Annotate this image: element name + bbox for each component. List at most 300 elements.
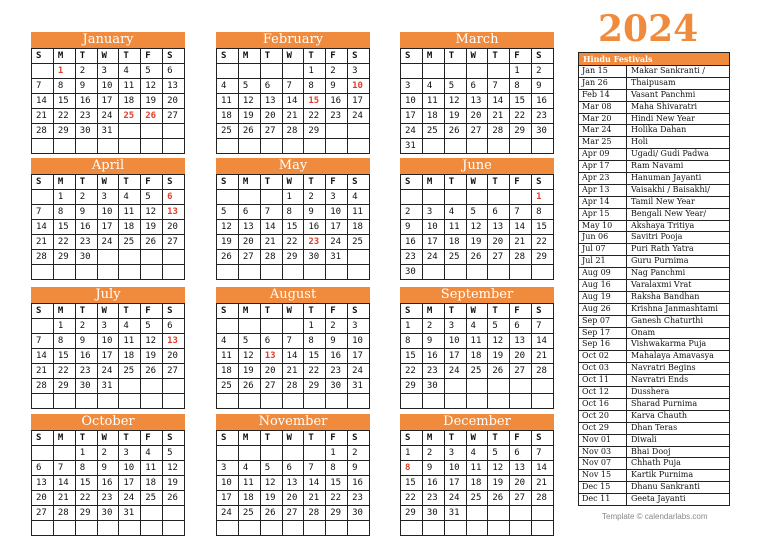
week-row: [401, 220, 554, 235]
day-cell: [75, 394, 97, 409]
day-cell: 27: [488, 250, 510, 265]
festival-name: Dusshera: [631, 387, 670, 397]
weekday-label: W: [282, 49, 304, 64]
day-cell: 19: [163, 476, 185, 491]
day-cell: 2: [532, 64, 554, 79]
festival-row: [579, 446, 729, 458]
day-cell: 15: [401, 476, 423, 491]
festival-name: Savitri Pooja: [631, 232, 683, 242]
day-cell: 4: [119, 190, 141, 205]
festival-row: [579, 196, 729, 208]
weekday-label: T: [304, 49, 326, 64]
weekday-label: S: [217, 49, 239, 64]
weekday-label: W: [97, 431, 119, 446]
day-cell: [260, 521, 282, 536]
day-cell: [238, 139, 260, 154]
day-cell: 28: [282, 124, 304, 139]
week-row: [217, 394, 370, 409]
day-cell: 18: [119, 349, 141, 364]
festival-name: Diwali: [631, 434, 657, 444]
festival-name: Akshaya Tritiya: [631, 220, 695, 230]
festival-row: [579, 77, 729, 89]
day-cell: 17: [444, 349, 466, 364]
day-cell: 10: [348, 334, 370, 349]
day-cell: 22: [75, 491, 97, 506]
day-cell: 26: [466, 250, 488, 265]
festival-name: Makar Sankranti /: [631, 66, 705, 75]
weekday-label: T: [75, 175, 97, 190]
day-cell: 8: [53, 334, 75, 349]
festival-row: [579, 172, 729, 184]
day-cell: 29: [326, 506, 348, 521]
day-cell: 18: [444, 235, 466, 250]
day-cell: [422, 521, 444, 536]
month-title: September: [400, 287, 554, 303]
day-cell: [119, 265, 141, 280]
day-cell: 20: [510, 349, 532, 364]
day-cell: 25: [217, 379, 239, 394]
day-cell: 13: [510, 461, 532, 476]
day-cell: 12: [488, 461, 510, 476]
weekday-label: T: [260, 304, 282, 319]
week-row: [217, 250, 370, 265]
festival-date: Mar 20: [579, 114, 627, 125]
festival-name: Mahalaya Amavasya: [631, 351, 714, 361]
day-cell: 8: [532, 205, 554, 220]
day-cell: 27: [282, 506, 304, 521]
day-cell: [488, 506, 510, 521]
day-cell: 25: [238, 506, 260, 521]
festival-name: Holika Dahan: [631, 125, 687, 135]
weekday-label: S: [401, 304, 423, 319]
day-cell: 7: [532, 319, 554, 334]
day-cell: 16: [348, 476, 370, 491]
day-cell: 16: [97, 476, 119, 491]
day-cell: [163, 521, 185, 536]
day-cell: [32, 190, 54, 205]
weekday-label: W: [282, 431, 304, 446]
day-cell: 1: [53, 64, 75, 79]
day-cell: 8: [304, 334, 326, 349]
week-row: [401, 364, 554, 379]
festival-date: Jul 07: [579, 244, 627, 255]
day-cell: [53, 265, 75, 280]
week-row: [401, 250, 554, 265]
month-table: [31, 430, 185, 536]
day-cell: [401, 64, 423, 79]
day-cell: [422, 265, 444, 280]
day-cell: [238, 446, 260, 461]
day-cell: [32, 319, 54, 334]
day-cell: [282, 521, 304, 536]
day-cell: 12: [141, 79, 163, 94]
day-cell: 3: [97, 64, 119, 79]
week-row: [32, 461, 185, 476]
weekday-label: F: [510, 431, 532, 446]
day-cell: [53, 394, 75, 409]
month-table: [31, 174, 185, 280]
day-cell: [97, 139, 119, 154]
day-cell: [217, 319, 239, 334]
day-cell: 20: [260, 364, 282, 379]
day-cell: [444, 190, 466, 205]
festival-name: Navratri Begins: [631, 363, 696, 373]
day-cell: 25: [348, 235, 370, 250]
day-cell: 27: [32, 506, 54, 521]
weekday-row: [401, 49, 554, 64]
day-cell: [488, 265, 510, 280]
day-cell: 31: [401, 139, 423, 154]
day-cell: 14: [260, 220, 282, 235]
festival-date: Oct 20: [579, 411, 627, 422]
week-row: [217, 220, 370, 235]
day-cell: 9: [401, 220, 423, 235]
day-cell: 5: [260, 461, 282, 476]
day-cell: 3: [97, 319, 119, 334]
week-row: [217, 94, 370, 109]
day-cell: 4: [141, 446, 163, 461]
day-cell: 8: [282, 205, 304, 220]
day-cell: 5: [163, 446, 185, 461]
weekday-label: T: [444, 304, 466, 319]
day-cell: 22: [304, 364, 326, 379]
day-cell: [444, 265, 466, 280]
day-cell: 1: [304, 64, 326, 79]
day-cell: 14: [532, 461, 554, 476]
festival-name: Karva Chauth: [631, 410, 687, 420]
week-row: [32, 205, 185, 220]
day-cell: [348, 250, 370, 265]
day-cell: 30: [422, 506, 444, 521]
day-cell: 22: [326, 491, 348, 506]
week-row: [32, 491, 185, 506]
day-cell: 20: [466, 109, 488, 124]
day-cell: 21: [510, 235, 532, 250]
day-cell: 6: [163, 64, 185, 79]
day-cell: [466, 379, 488, 394]
festival-name: Navratri Ends: [631, 375, 689, 385]
day-cell: [422, 139, 444, 154]
month-table: [400, 48, 554, 154]
festival-row: [579, 457, 729, 469]
day-cell: [141, 379, 163, 394]
month-title: November: [216, 414, 370, 430]
day-cell: [304, 139, 326, 154]
weekday-label: M: [53, 304, 75, 319]
day-cell: 22: [532, 235, 554, 250]
weekday-label: M: [53, 431, 75, 446]
festival-date: May 10: [579, 221, 627, 232]
weekday-row: [32, 49, 185, 64]
month-table: [216, 174, 370, 280]
festival-date: Mar 24: [579, 125, 627, 136]
day-cell: 12: [444, 94, 466, 109]
day-cell: 17: [97, 94, 119, 109]
day-cell: 31: [97, 379, 119, 394]
day-cell: 31: [348, 379, 370, 394]
festival-row: [579, 410, 729, 422]
day-cell: 27: [510, 364, 532, 379]
weekday-row: [401, 431, 554, 446]
festival-date: Nov 01: [579, 435, 627, 446]
day-cell: [260, 64, 282, 79]
day-cell: 30: [97, 506, 119, 521]
day-cell: [488, 190, 510, 205]
day-cell: [75, 265, 97, 280]
week-row: [217, 491, 370, 506]
day-cell: [141, 521, 163, 536]
festival-row: [579, 279, 729, 291]
day-cell: 3: [326, 190, 348, 205]
day-cell: 15: [304, 349, 326, 364]
festival-row: [579, 208, 729, 220]
day-cell: 18: [217, 109, 239, 124]
festival-name: Krishna Janmashtami: [631, 303, 718, 313]
month-title: August: [216, 287, 370, 303]
festival-name: Chhath Puja: [631, 458, 681, 468]
day-cell: [401, 521, 423, 536]
week-row: [32, 109, 185, 124]
day-cell: 3: [217, 461, 239, 476]
day-cell: 17: [119, 476, 141, 491]
day-cell: 22: [53, 235, 75, 250]
weekday-label: F: [326, 175, 348, 190]
week-row: [217, 190, 370, 205]
festival-name: Thaipusam: [631, 77, 676, 87]
day-cell: 13: [510, 334, 532, 349]
day-cell: [466, 394, 488, 409]
day-cell: [163, 379, 185, 394]
festival-row: [579, 136, 729, 148]
weekday-label: S: [163, 431, 185, 446]
day-cell: 25: [466, 491, 488, 506]
day-cell: 26: [488, 364, 510, 379]
day-cell: 8: [53, 205, 75, 220]
festival-name: Hindi New Year: [631, 113, 695, 123]
day-cell: 26: [141, 109, 163, 124]
day-cell: 9: [97, 461, 119, 476]
week-row: [401, 521, 554, 536]
day-cell: 24: [348, 364, 370, 379]
day-cell: 18: [119, 94, 141, 109]
day-cell: 21: [32, 364, 54, 379]
weekday-label: F: [141, 49, 163, 64]
festival-name: Vaisakhi / Baisakhi/: [631, 184, 710, 194]
festival-name: Bengali New Year/: [631, 208, 707, 218]
day-cell: 12: [141, 334, 163, 349]
weekday-label: T: [260, 431, 282, 446]
day-cell: 21: [53, 491, 75, 506]
festival-row: [579, 184, 729, 196]
day-cell: 23: [304, 235, 326, 250]
weekday-label: S: [163, 49, 185, 64]
day-cell: 3: [97, 190, 119, 205]
day-cell: [238, 521, 260, 536]
day-cell: 7: [510, 205, 532, 220]
day-cell: [326, 521, 348, 536]
day-cell: 20: [510, 476, 532, 491]
day-cell: 24: [97, 109, 119, 124]
day-cell: 22: [304, 109, 326, 124]
day-cell: 26: [163, 491, 185, 506]
weekday-label: S: [348, 304, 370, 319]
day-cell: 27: [466, 124, 488, 139]
weekday-label: S: [217, 175, 239, 190]
festival-name: Kartik Purnima: [631, 470, 694, 480]
day-cell: 15: [53, 349, 75, 364]
day-cell: [488, 139, 510, 154]
day-cell: [141, 265, 163, 280]
day-cell: 15: [401, 349, 423, 364]
week-row: [401, 476, 554, 491]
festival-date: Aug 19: [579, 292, 627, 303]
day-cell: [119, 139, 141, 154]
day-cell: [510, 139, 532, 154]
day-cell: 30: [326, 379, 348, 394]
day-cell: 24: [97, 235, 119, 250]
month-title: July: [31, 287, 185, 303]
weekday-label: F: [141, 304, 163, 319]
day-cell: [510, 379, 532, 394]
weekday-label: S: [32, 175, 54, 190]
month-april: [31, 158, 185, 280]
day-cell: [510, 394, 532, 409]
day-cell: 23: [75, 235, 97, 250]
day-cell: 1: [282, 190, 304, 205]
day-cell: 24: [401, 124, 423, 139]
day-cell: 6: [260, 334, 282, 349]
day-cell: 3: [348, 64, 370, 79]
week-row: [401, 205, 554, 220]
week-row: [401, 506, 554, 521]
day-cell: [119, 379, 141, 394]
day-cell: 2: [326, 319, 348, 334]
day-cell: 11: [119, 334, 141, 349]
festival-name: Guru Purnima: [631, 256, 689, 266]
day-cell: 11: [422, 94, 444, 109]
day-cell: 1: [304, 319, 326, 334]
day-cell: 12: [141, 205, 163, 220]
week-row: [217, 235, 370, 250]
weekday-label: T: [260, 175, 282, 190]
day-cell: 11: [119, 205, 141, 220]
day-cell: 7: [488, 79, 510, 94]
festival-row: [579, 113, 729, 125]
day-cell: 3: [444, 446, 466, 461]
day-cell: 2: [422, 319, 444, 334]
day-cell: 11: [466, 334, 488, 349]
day-cell: 29: [304, 124, 326, 139]
day-cell: 16: [326, 349, 348, 364]
day-cell: [260, 394, 282, 409]
day-cell: 14: [32, 220, 54, 235]
day-cell: 5: [466, 205, 488, 220]
day-cell: 28: [282, 379, 304, 394]
day-cell: [217, 190, 239, 205]
day-cell: [422, 64, 444, 79]
day-cell: 17: [217, 491, 239, 506]
weekday-label: M: [238, 304, 260, 319]
day-cell: [163, 506, 185, 521]
credit-text: Template © calendarlabs.com: [602, 512, 708, 521]
day-cell: 5: [141, 190, 163, 205]
day-cell: 15: [304, 94, 326, 109]
day-cell: 11: [217, 94, 239, 109]
festival-name: Raksha Bandhan: [631, 291, 700, 301]
day-cell: 1: [532, 190, 554, 205]
day-cell: 9: [422, 334, 444, 349]
day-cell: 21: [304, 491, 326, 506]
day-cell: 7: [304, 461, 326, 476]
year-title: 2024: [598, 8, 699, 50]
weekday-label: F: [326, 304, 348, 319]
festival-date: Oct 03: [579, 363, 627, 374]
weekday-label: T: [304, 304, 326, 319]
week-row: [217, 139, 370, 154]
day-cell: [97, 521, 119, 536]
day-cell: 10: [119, 461, 141, 476]
week-row: [32, 220, 185, 235]
day-cell: 3: [444, 319, 466, 334]
day-cell: 13: [260, 94, 282, 109]
day-cell: [422, 190, 444, 205]
day-cell: 8: [401, 461, 423, 476]
day-cell: 8: [401, 334, 423, 349]
day-cell: [260, 139, 282, 154]
day-cell: 14: [282, 349, 304, 364]
festival-date: Oct 29: [579, 423, 627, 434]
day-cell: 4: [348, 190, 370, 205]
day-cell: 29: [75, 506, 97, 521]
weekday-label: T: [444, 431, 466, 446]
month-table: [400, 430, 554, 536]
week-row: [217, 446, 370, 461]
day-cell: 26: [217, 250, 239, 265]
day-cell: 26: [141, 235, 163, 250]
festival-name: Maha Shivaratri: [631, 101, 698, 111]
day-cell: 11: [466, 461, 488, 476]
day-cell: 6: [32, 461, 54, 476]
festival-date: Aug 26: [579, 304, 627, 315]
day-cell: 28: [304, 506, 326, 521]
day-cell: 22: [53, 364, 75, 379]
day-cell: 10: [326, 205, 348, 220]
festival-name: Puri Rath Yatra: [631, 244, 694, 254]
day-cell: 4: [444, 205, 466, 220]
day-cell: 17: [348, 94, 370, 109]
day-cell: 28: [32, 250, 54, 265]
day-cell: [304, 521, 326, 536]
festival-row: [579, 89, 729, 101]
day-cell: 30: [304, 250, 326, 265]
festival-row: [579, 267, 729, 279]
day-cell: 28: [510, 250, 532, 265]
festival-row: [579, 398, 729, 410]
day-cell: 13: [282, 476, 304, 491]
month-march: [400, 32, 554, 154]
day-cell: 13: [238, 220, 260, 235]
festival-name: Bhai Dooj: [631, 446, 671, 456]
day-cell: 21: [282, 364, 304, 379]
day-cell: [163, 265, 185, 280]
weekday-label: M: [238, 175, 260, 190]
day-cell: 22: [510, 109, 532, 124]
day-cell: [260, 265, 282, 280]
day-cell: [217, 64, 239, 79]
weekday-label: S: [163, 175, 185, 190]
day-cell: 5: [488, 319, 510, 334]
day-cell: 27: [260, 124, 282, 139]
